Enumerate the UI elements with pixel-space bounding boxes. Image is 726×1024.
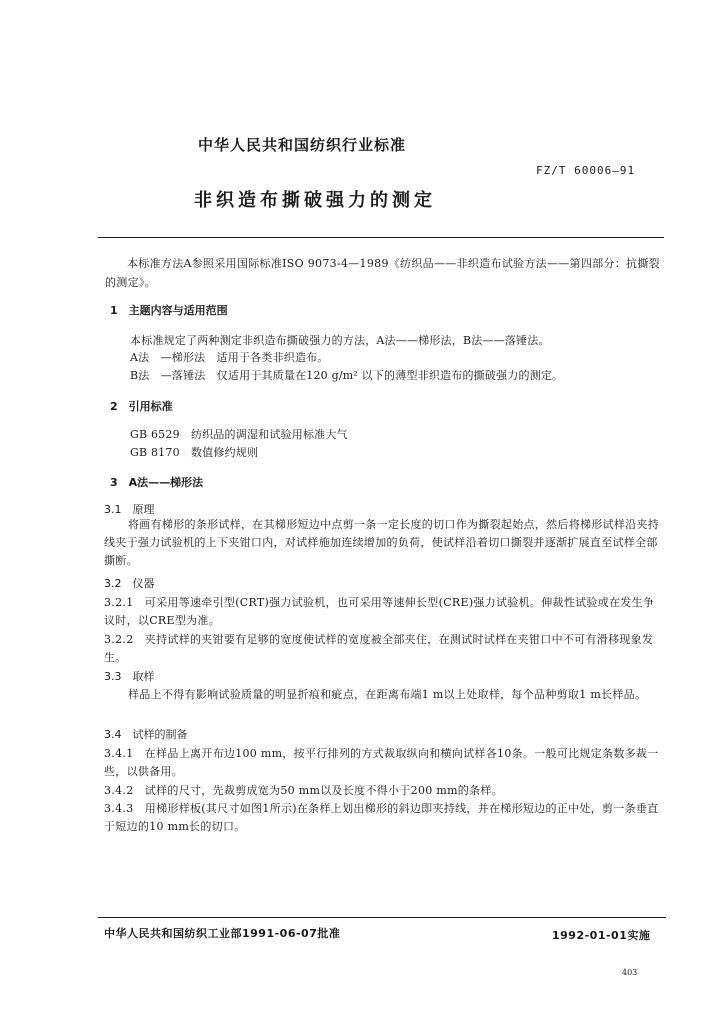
effective-date: 1992-01-01实施	[552, 929, 651, 942]
section-3-3-heading: 3.3 取样	[104, 670, 155, 683]
header-rule	[98, 237, 664, 238]
footer-rule	[98, 917, 666, 918]
section-3-2-2-text: 3.2.2 夹持试样的夹钳要有足够的宽度使试样的宽度被全部夹住，在测试时试样在夹钳口中不可有滑移现象发生。	[104, 633, 654, 664]
standard-number: FZ/T 60006—91	[536, 164, 636, 177]
section-3-2-1-text: 3.2.1 可采用等速牵引型(CRT)强力试验机，也可采用等速伸长型(CRE)强力试验机。伸裁性试验或在发生争议时，以CRE型为准。	[104, 596, 655, 627]
reference-gb8170: GB 8170 数值修约规则	[130, 446, 259, 459]
section-3-1-text: 将画有梯形的条形试样，在其梯形短边中点剪一条一定长度的切口作为撕裂起始点，然后将梯形试样沿夹持线夹于强力试验机的上下夹钳口内，对试样施加连续增加的负荷，使试样沿着切口撕裂并逐渐扩展直至试样全部撕断。	[104, 518, 660, 567]
page-number: 403	[622, 968, 638, 977]
section-1-para-3: B法 —落锤法 仅适用于其质量在120 g/m² 以下的薄型非织造布的撕破强力的测定。	[130, 369, 564, 382]
section-1-heading: 1 主题内容与适用范围	[110, 304, 228, 317]
section-1-para-2: A法 —梯形法 适用于各类非织造布。	[130, 351, 329, 364]
section-3-1-heading: 3.1 原理	[104, 503, 155, 516]
section-3-heading: 3 A法——梯形法	[110, 476, 204, 489]
reference-gb6529: GB 6529 纺织品的调湿和试验用标准大气	[130, 428, 348, 441]
section-3-4-heading: 3.4 试样的制备	[104, 728, 188, 741]
issuer-approval: 中华人民共和国纺织工业部1991-06-07批准	[104, 927, 341, 940]
section-2-heading: 2 引用标准	[110, 400, 173, 413]
section-3-4-2-text: 3.4.2 试样的尺寸，先裁剪成宽为50 mm以及长度不得小于200 mm的条样。	[104, 784, 503, 797]
section-1-para-1: 本标准规定了两种测定非织造布撕破强力的方法，A法——梯形法，B法——落锤法。	[130, 334, 550, 347]
intro-paragraph: 本标准方法A参照采用国际标准ISO 9073-4—1989《纺织品——非织造布试验方法——第四部分：抗撕裂的测定》。	[105, 257, 660, 289]
section-3-4-1-text: 3.4.1 在样品上离开布边100 mm，按平行排列的方式裁取纵向和横向试样各10条。一般可比规定条数多裁一些，以供备用。	[104, 747, 659, 778]
section-3-4-3-text: 3.4.3 用梯形样板(其尺寸如图1所示)在条样上划出梯形的斜边即夹持线，并在梯形短边的正中处，剪一条垂直于短边的10 mm长的切口。	[104, 802, 659, 833]
org-title: 中华人民共和国纺织行业标准	[198, 136, 407, 154]
section-3-2-heading: 3.2 仪器	[104, 577, 155, 590]
standard-title: 非织造布撕破强力的测定	[194, 190, 436, 211]
section-3-3-text: 样品上不得有影响试验质量的明显折痕和疵点，在距离布端1 m以上处取样，每个品种剪取1 m长样品。	[128, 688, 647, 701]
